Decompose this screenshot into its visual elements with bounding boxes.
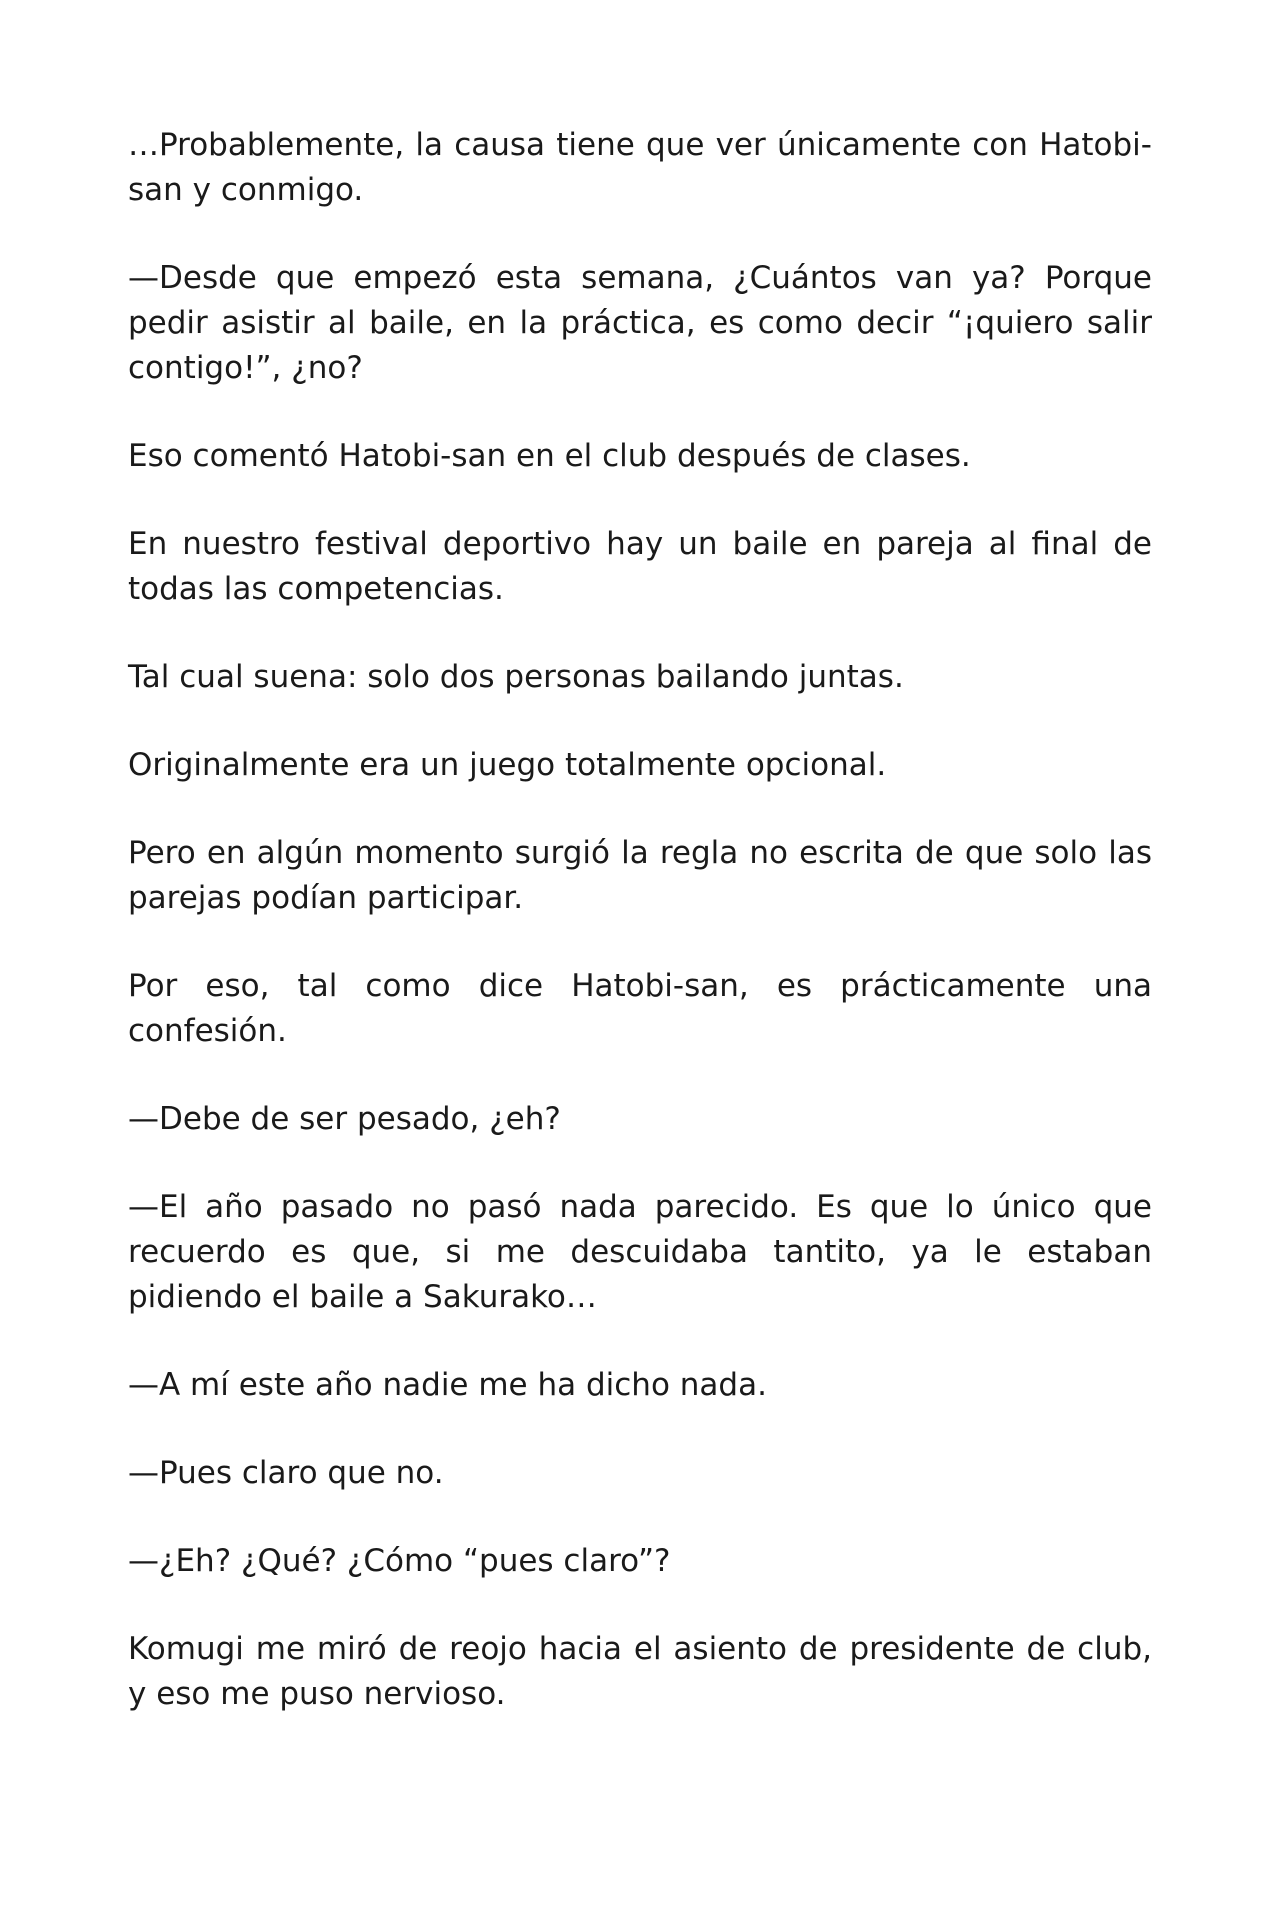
- paragraph: —Debe de ser pesado, ¿eh?: [128, 1101, 561, 1137]
- paragraph: Pero en algún momento surgió la regla no escrita de que solo las parejas podían participar.: [128, 835, 1152, 916]
- paragraph: —Desde que empezó esta semana, ¿Cuántos van ya? Porque pedir asistir al baile, en la práctica, es como decir “¡quiero salir contigo!”, ¿no?: [128, 260, 1152, 386]
- document-page: [128, 123, 1152, 1717]
- paragraph: —Pues claro que no.: [128, 1455, 444, 1491]
- paragraph: Por eso, tal como dice Hatobi-san, es prácticamente una confesión.: [128, 968, 1152, 1049]
- paragraph: Komugi me miró de reojo hacia el asiento de presidente de club, y eso me puso nervioso.: [128, 1631, 1152, 1712]
- paragraph: Originalmente era un juego totalmente opcional.: [128, 747, 887, 783]
- paragraph: Eso comentó Hatobi-san en el club después de clases.: [128, 438, 971, 474]
- paragraph: En nuestro festival deportivo hay un baile en pareja al final de todas las competencias.: [128, 526, 1152, 607]
- paragraph: —A mí este año nadie me ha dicho nada.: [128, 1367, 767, 1403]
- paragraph: …Probablemente, la causa tiene que ver únicamente con Hatobi-san y conmigo.: [128, 127, 1152, 208]
- paragraph: —¿Eh? ¿Qué? ¿Cómo “pues claro”?: [128, 1543, 671, 1579]
- paragraph: —El año pasado no pasó nada parecido. Es que lo único que recuerdo es que, si me descuidaba tantito, ya le estaban pidiendo el baile a Sakurako…: [128, 1189, 1152, 1315]
- paragraph: Tal cual suena: solo dos personas bailando juntas.: [128, 659, 904, 695]
